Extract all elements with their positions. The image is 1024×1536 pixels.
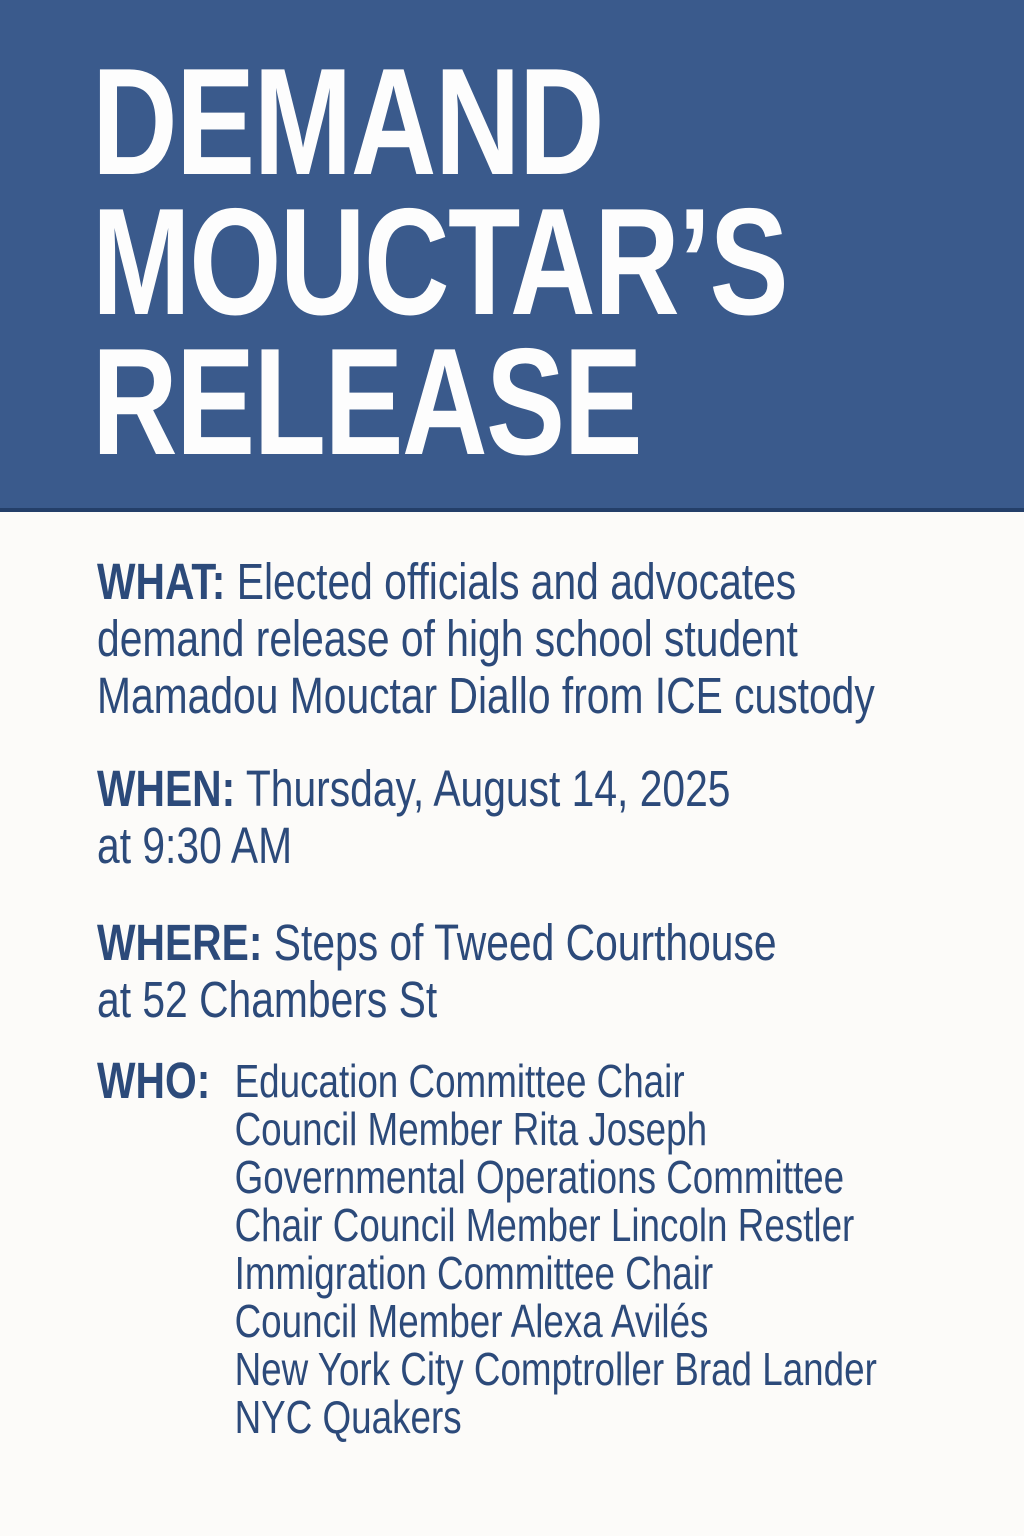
where-line-1	[97, 914, 777, 971]
headline-line-1: DEMAND	[92, 37, 603, 207]
what-line-1	[97, 553, 875, 610]
where-label: WHERE:	[97, 914, 263, 971]
what-label: WHAT:	[97, 553, 226, 610]
who-item: Immigration Committee Chair	[234, 1247, 714, 1299]
when-label: WHEN:	[97, 760, 236, 817]
section-where	[97, 914, 777, 1028]
what-text-3: Mamadou Mouctar Diallo from ICE custody	[97, 667, 875, 724]
who-item: Governmental Operations Committee	[234, 1151, 845, 1203]
who-wrap	[97, 1052, 877, 1443]
who-item: Education Committee Chair	[234, 1055, 685, 1107]
section-what	[97, 553, 875, 724]
headline-line-2: MOUCTAR’S	[92, 177, 788, 347]
who-label: WHO:	[97, 1052, 211, 1109]
who-item: New York City Comptroller Brad Lander	[234, 1343, 877, 1395]
who-item: Council Member Alexa Avilés	[234, 1295, 709, 1347]
where-text-1: Steps of Tweed Courthouse	[273, 914, 777, 971]
who-item: Chair Council Member Lincoln Restler	[234, 1199, 855, 1251]
when-text-1: Thursday, August 14, 2025	[245, 760, 731, 817]
what-text-1: Elected officials and advocates	[236, 553, 797, 610]
headline	[92, 37, 788, 487]
headline-banner	[0, 0, 1024, 512]
where-text-2: at 52 Chambers St	[97, 971, 438, 1028]
who-list	[235, 1057, 877, 1441]
when-text-2: at 9:30 AM	[97, 817, 293, 874]
when-line-1	[97, 760, 731, 817]
section-when	[97, 760, 731, 874]
who-item: Council Member Rita Joseph	[234, 1103, 708, 1155]
what-text-2: demand release of high school student	[97, 610, 798, 667]
who-item: NYC Quakers	[234, 1391, 462, 1443]
section-who	[97, 1052, 877, 1443]
headline-line-3: RELEASE	[92, 317, 642, 487]
